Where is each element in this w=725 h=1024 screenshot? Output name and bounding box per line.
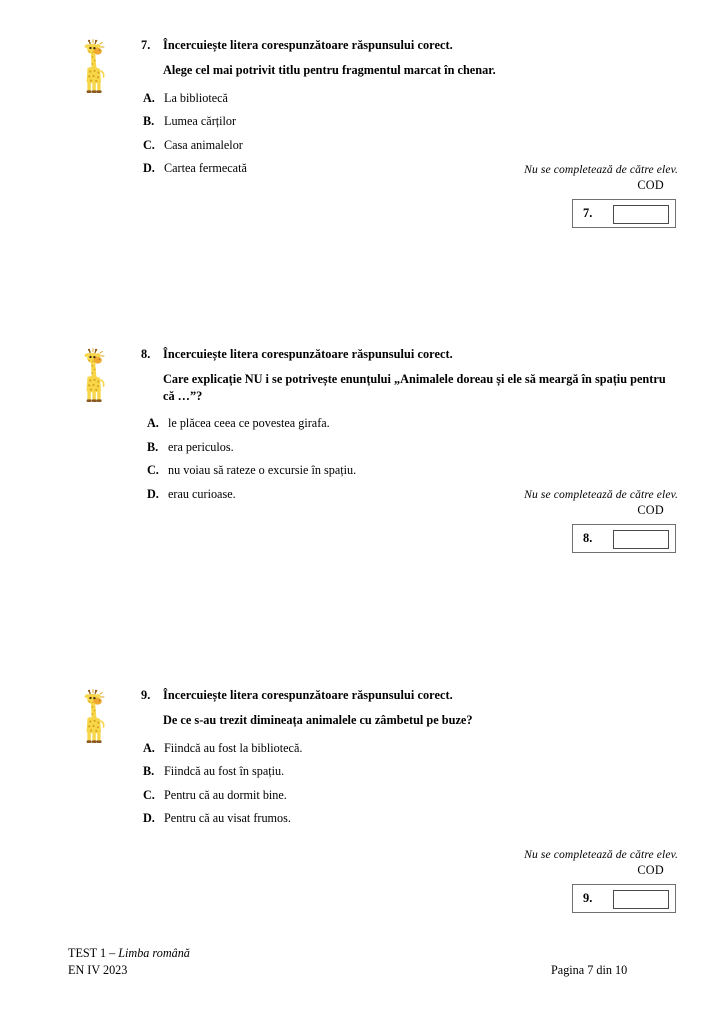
question-heading xyxy=(141,688,681,703)
option-letter: C. xyxy=(147,463,159,477)
question-instruction: Încercuiește litera corespunzătoare răspunsului corect. xyxy=(163,38,453,52)
option-letter: D. xyxy=(143,161,155,175)
answer-option[interactable] xyxy=(143,811,681,825)
option-text: le plăcea ceea ce povestea girafa. xyxy=(168,416,330,430)
cod-label: COD xyxy=(637,178,664,192)
option-text: era periculos. xyxy=(168,439,234,454)
option-letter: C. xyxy=(143,137,155,152)
option-letter: D. xyxy=(143,811,155,825)
cod-label: COD xyxy=(637,503,664,517)
footer-test-line xyxy=(68,945,190,962)
cod-box-number: 8. xyxy=(583,531,593,545)
answer-option[interactable] xyxy=(143,114,681,128)
question-number: 7. xyxy=(141,38,151,52)
option-letter: B. xyxy=(143,114,155,128)
footer-row-top xyxy=(68,945,668,962)
cod-box xyxy=(572,884,676,913)
cod-box-number: 9. xyxy=(583,891,593,905)
cod-box-field[interactable] xyxy=(613,890,669,909)
option-letter: B. xyxy=(147,439,159,454)
answer-option[interactable] xyxy=(147,463,681,477)
footer-page-number: Pagina 7 din 10 xyxy=(551,963,628,977)
giraffe-illustration xyxy=(80,347,108,405)
cod-panel-8 xyxy=(478,488,678,545)
cod-box xyxy=(572,199,676,228)
cod-label: COD xyxy=(637,863,664,877)
option-letter: C. xyxy=(143,787,155,802)
cod-note: Nu se completează de către elev. xyxy=(524,488,678,501)
answer-option[interactable] xyxy=(143,788,681,802)
cod-box xyxy=(572,524,676,553)
option-text: Fiindcă au fost în spațiu. xyxy=(164,764,285,778)
question-number: 9. xyxy=(141,688,151,702)
option-text: Cartea fermecată xyxy=(164,161,247,175)
option-letter: A. xyxy=(143,90,155,105)
option-text: Lumea cărților xyxy=(164,114,237,128)
answer-option[interactable] xyxy=(143,741,681,755)
footer-row-bottom xyxy=(68,962,668,979)
question-prompt: Care explicație NU i se potrivește enunțului „Animalele doreau și ele să meargă în spațiu pentru că …”? xyxy=(163,372,666,403)
answer-option[interactable] xyxy=(143,91,681,105)
option-text: La bibliotecă xyxy=(164,90,228,105)
answer-options xyxy=(143,741,681,826)
option-letter: D. xyxy=(147,486,159,501)
giraffe-illustration xyxy=(80,38,108,96)
cod-box-field[interactable] xyxy=(613,205,669,224)
option-text: Casa animalelor xyxy=(164,137,243,152)
question-heading xyxy=(141,347,681,362)
answer-option[interactable] xyxy=(143,764,681,778)
question-number: 8. xyxy=(141,347,151,361)
page-footer xyxy=(68,945,668,979)
footer-subject: Limba română xyxy=(118,946,190,960)
question-prompt: Alege cel mai potrivit titlu pentru fragmentul marcat în chenar. xyxy=(163,63,496,77)
question-heading xyxy=(141,38,681,53)
option-text: nu voiau să rateze o excursie în spațiu. xyxy=(168,463,357,477)
footer-exam-code: EN IV 2023 xyxy=(68,963,128,977)
question-prompt: De ce s-au trezit dimineața animalele cu zâmbetul pe buze? xyxy=(163,713,473,727)
cod-note: Nu se completează de către elev. xyxy=(524,848,678,861)
cod-box-number: 7. xyxy=(583,206,593,220)
question-content-8 xyxy=(141,347,681,510)
option-text: Pentru că au dormit bine. xyxy=(164,787,287,802)
option-text: Pentru că au visat frumos. xyxy=(164,811,291,825)
answer-option[interactable] xyxy=(147,440,681,454)
question-instruction: Încercuiește litera corespunzătoare răspunsului corect. xyxy=(163,347,453,361)
option-text: erau curioase. xyxy=(168,486,236,501)
footer-test-label: TEST 1 – xyxy=(68,946,119,960)
answer-option[interactable] xyxy=(143,138,681,152)
answer-option[interactable] xyxy=(147,416,681,430)
cod-box-field[interactable] xyxy=(613,530,669,549)
cod-panel-7 xyxy=(478,163,678,220)
giraffe-illustration xyxy=(80,688,108,746)
option-letter: A. xyxy=(147,416,159,430)
question-content-9 xyxy=(141,688,681,835)
option-letter: A. xyxy=(143,740,155,755)
option-letter: B. xyxy=(143,764,155,778)
cod-panel-9 xyxy=(478,848,678,905)
question-instruction: Încercuiește litera corespunzătoare răspunsului corect. xyxy=(163,688,453,702)
option-text: Fiindcă au fost la bibliotecă. xyxy=(164,740,303,755)
cod-note: Nu se completează de către elev. xyxy=(524,163,678,176)
